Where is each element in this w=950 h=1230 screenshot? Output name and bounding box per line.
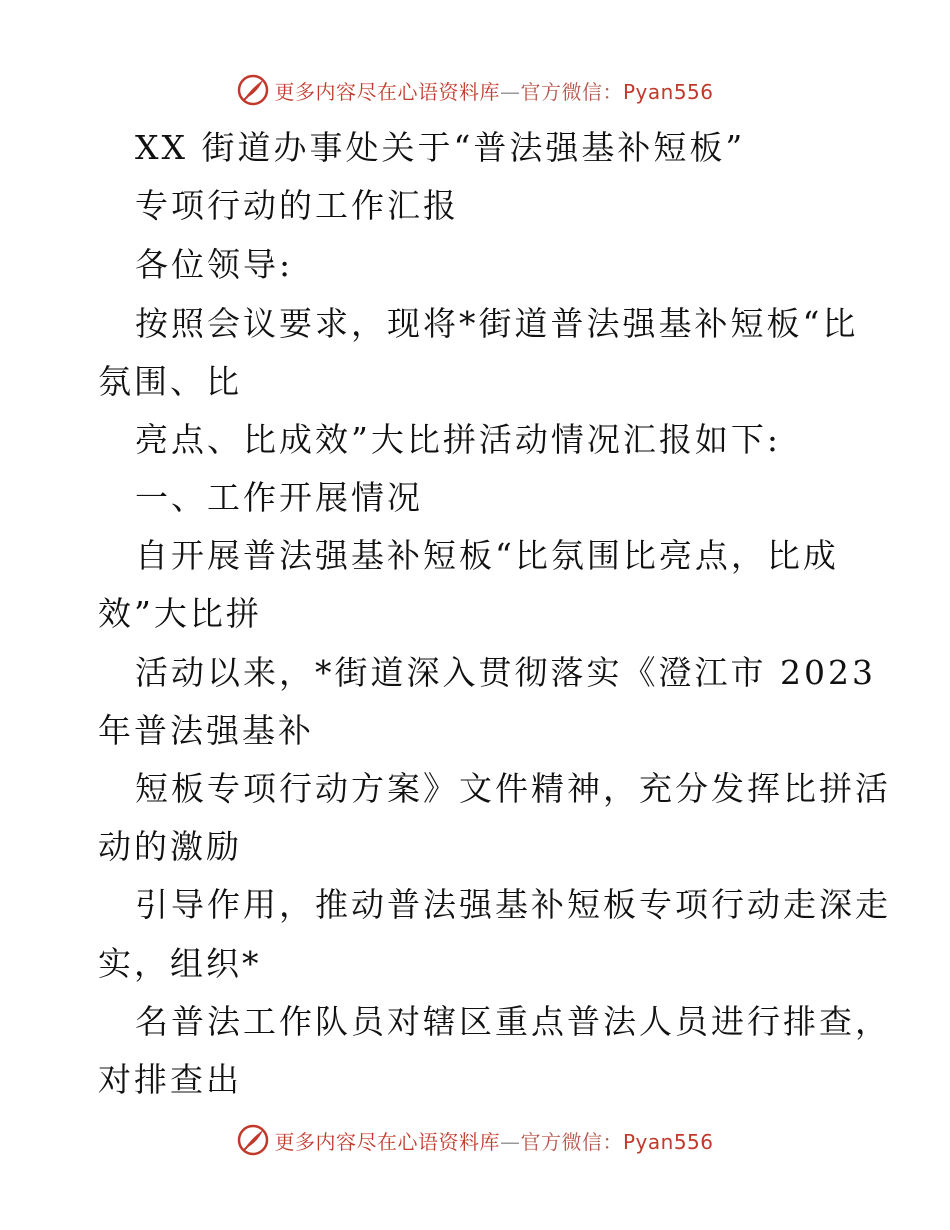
watermark-handle: Pyan556 [622, 1129, 714, 1154]
watermark-dash: — [499, 79, 521, 104]
header-watermark [0, 70, 950, 110]
footer-watermark [0, 1120, 950, 1160]
paragraph-line: 按照会议要求，现将*街道普法强基补短板“比 [135, 304, 859, 343]
paragraph-line: 实，组织* [98, 944, 262, 983]
paragraph-line: 名普法工作队员对辖区重点普法人员进行排查， [135, 1002, 891, 1041]
paragraph-line: 氛围、比 [98, 362, 242, 401]
paragraph-line: 年普法强基补 [98, 711, 314, 750]
paragraph-line: 效”大比拼 [98, 594, 262, 633]
watermark-text [274, 1126, 713, 1155]
paragraph-line: 对排查出 [98, 1060, 242, 1099]
paragraph-line: 活动以来，*街道深入贯彻落实《澄江市 2023 [135, 653, 876, 692]
watermark-handle: Pyan556 [622, 79, 714, 104]
paragraph-line: 自开展普法强基补短板“比氛围比亮点，比成 [135, 536, 839, 575]
document-title-line-2: 专项行动的工作汇报 [135, 186, 459, 225]
paragraph-line: 引导作用，推动普法强基补短板专项行动走深走 [135, 885, 891, 924]
document-title-line-1: XX 街道办事处关于“普法强基补短板” [135, 128, 746, 167]
watermark-official: 官方微信： [520, 1129, 623, 1154]
paragraph-line: 动的激励 [98, 827, 242, 866]
watermark-brand: 更多内容尽在心语资料库 [274, 79, 500, 104]
paragraph-line: 短板专项行动方案》文件精神，充分发挥比拼活 [135, 769, 891, 808]
watermark-brand: 更多内容尽在心语资料库 [274, 1129, 500, 1154]
watermark-official: 官方微信： [520, 79, 623, 104]
feather-quill-icon [236, 1123, 270, 1157]
section-heading: 一、工作开展情况 [135, 478, 423, 517]
paragraph-line: 亮点、比成效”大比拼活动情况汇报如下: [135, 420, 781, 459]
salutation: 各位领导: [135, 245, 294, 284]
watermark-text [274, 76, 713, 105]
feather-quill-icon [236, 73, 270, 107]
watermark-dash: — [499, 1129, 521, 1154]
